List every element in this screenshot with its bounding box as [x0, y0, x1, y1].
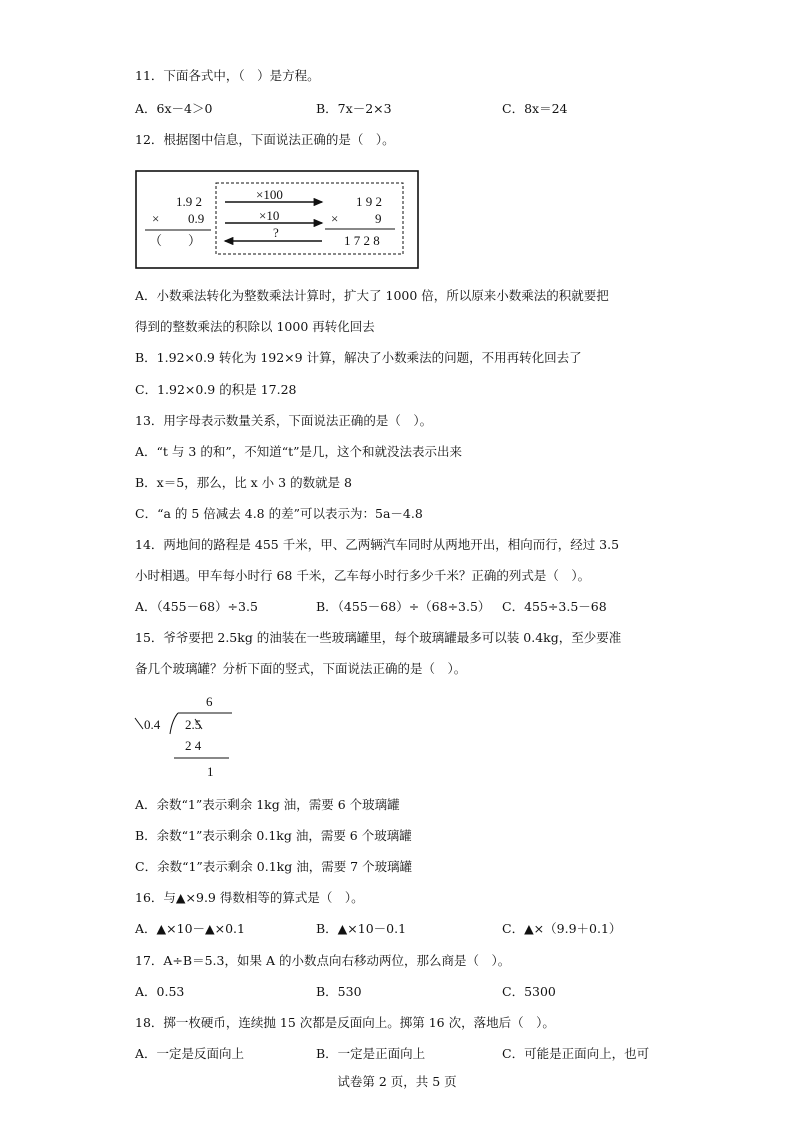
q15-stem-line-2: 备几个玻璃罐？分析下面的竖式，下面说法正确的是（ ）。 [135, 661, 467, 676]
q14-option-c: C．455÷3.5－68 [502, 599, 607, 614]
q16-stem: 16．与▲×9.9 得数相等的算式是（ ）。 [135, 890, 364, 905]
q18-option-a: A．一定是反面向上 [135, 1046, 245, 1061]
divisor-point-mark [135, 718, 143, 729]
q14-option-b: B．（455－68）÷（68÷3.5） [316, 599, 491, 614]
q11-stem: 11．下面各式中，（ ）是方程。 [135, 68, 320, 83]
q17-option-c: C．5300 [502, 984, 556, 999]
q11-option-a: A．6x－4＞0 [135, 101, 213, 116]
q13-option-a: A．“t 与 3 的和”，不知道“t”是几，这个和就没法表示出来 [135, 444, 463, 459]
right-factor-2: 9 [375, 211, 382, 226]
q14-stem-line-1: 14．两地间的路程是 455 千米，甲、乙两辆汽车同时从两地开出，相向而行，经过 3.5 [135, 537, 620, 552]
q15-long-division [134, 692, 244, 782]
q18-stem: 18．掷一枚硬币，连续抛 15 次都是反面向上。掷第 16 次，落地后（ ）。 [135, 1015, 555, 1030]
q15-option-c: C．余数“1”表示剩余 0.1kg 油，需要 7 个玻璃罐 [135, 859, 413, 874]
q13-option-b: B．x＝5，那么，比 x 小 3 的数就是 8 [135, 475, 353, 490]
q17-option-a: A．0.53 [135, 984, 185, 999]
q12-option-a-line-2: 得到的整数乘法的积除以 1000 再转化回去 [135, 319, 375, 334]
q15-option-a: A．余数“1”表示剩余 1kg 油，需要 6 个玻璃罐 [135, 797, 400, 812]
q17-stem: 17．A÷B＝5.3，如果 A 的小数点向右移动两位，那么商是（ ）。 [135, 953, 511, 968]
q11-option-b: B．7x－2×3 [316, 101, 392, 116]
division-divisor: 0.4 [144, 717, 161, 732]
q14-stem-line-2: 小时相遇。甲车每小时行 68 千米，乙车每小时行多少千米？正确的列式是（ ）。 [135, 568, 591, 583]
arrow-3-label: ? [273, 225, 279, 240]
q17-option-b: B．530 [316, 984, 362, 999]
division-bracket [170, 713, 178, 734]
q12-multiplication-diagram [135, 170, 419, 269]
q13-option-c: C．“a 的 5 倍减去 4.8 的差”可以表示为：5a－4.8 [135, 506, 423, 521]
q16-option-b: B．▲×10－0.1 [316, 921, 407, 936]
right-result: 1 7 2 8 [344, 233, 380, 248]
division-dividend: 2.5 [185, 717, 202, 732]
division-product: 2 4 [185, 738, 202, 753]
left-blank-result: （ ） [149, 233, 202, 248]
division-remainder: 1 [207, 764, 214, 779]
q13-stem: 13．用字母表示数量关系，下面说法正确的是（ ）。 [135, 413, 433, 428]
q14-option-a: A．（455－68）÷3.5 [135, 599, 258, 614]
q18-option-c: C．可能是正面向上，也可 [502, 1046, 650, 1061]
arrow-1-label: ×100 [256, 187, 283, 202]
left-times-sign: × [152, 211, 160, 226]
q12-option-a-line-1: A．小数乘法转化为整数乘法计算时，扩大了 1000 倍，所以原来小数乘法的积就要把 [135, 288, 609, 303]
q16-option-c: C．▲×（9.9＋0.1） [502, 921, 622, 936]
division-quotient: 6 [206, 694, 213, 709]
q15-stem-line-1: 15．爷爷要把 2.5kg 的油装在一些玻璃罐里，每个玻璃罐最多可以装 0.4kg，至少要准 [135, 630, 622, 645]
q16-option-a: A．▲×10－▲×0.1 [135, 921, 245, 936]
q15-option-b: B．余数“1”表示剩余 0.1kg 油，需要 6 个玻璃罐 [135, 828, 412, 843]
q11-option-c: C．8x＝24 [502, 101, 568, 116]
q18-option-b: B．一定是正面向上 [316, 1046, 426, 1061]
arrow-2-label: ×10 [259, 208, 280, 223]
q12-stem: 12．根据图中信息，下面说法正确的是（ ）。 [135, 132, 395, 147]
page-footer: 试卷第 2 页，共 5 页 [337, 1074, 457, 1089]
q12-option-c: C．1.92×0.9 的积是 17.28 [135, 382, 297, 397]
left-factor-2: 0.9 [188, 211, 205, 226]
left-factor-1: 1.9 2 [176, 194, 202, 209]
right-factor-1: 1 9 2 [356, 194, 382, 209]
right-times-sign: × [331, 211, 339, 226]
q12-option-b: B．1.92×0.9 转化为 192×9 计算，解决了小数乘法的问题，不用再转化回去了 [135, 350, 582, 365]
